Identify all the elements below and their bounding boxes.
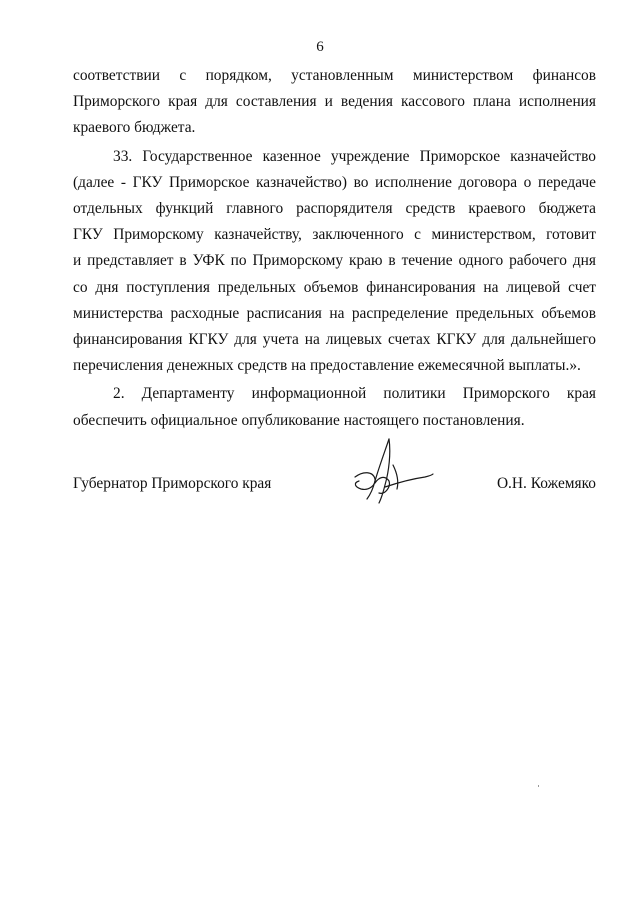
scan-artifact — [538, 785, 539, 787]
signature-block — [73, 471, 596, 511]
paragraph-line: отдельных функций главного распорядителя средств краевого бюджета — [73, 200, 596, 218]
paragraph-line: (далее - ГКУ Приморское казначейство) во исполнение договора о передаче — [73, 173, 596, 191]
paragraph-line: финансирования КГКУ для учета на лицевых счетах КГКУ для дальнейшего — [73, 331, 596, 349]
paragraph-line: ГКУ Приморскому казначейству, заключенного с министерством, готовит — [73, 226, 596, 244]
paragraph-line: министерства расходные расписания на распределение предельных объемов — [73, 304, 596, 322]
paragraph-line: соответствии с порядком, установленным министерством финансов — [73, 67, 596, 84]
paragraph-line: и представляет в УФК по Приморскому краю в течение одного рабочего дня — [73, 252, 596, 270]
signatory-name: О.Н. Кожемяко — [496, 475, 596, 492]
paragraph-line: краевого бюджета. — [73, 119, 196, 137]
paragraph-line: обеспечить официальное опубликование настоящего постановления. — [73, 411, 525, 429]
paragraph-line: со дня поступления предельных объемов финансирования на лицевой счет — [73, 278, 596, 296]
document-body — [73, 63, 596, 434]
page-number: 6 — [316, 39, 324, 55]
paragraph-line: 2. Департаменту информационной политики Приморского края — [113, 385, 596, 403]
paragraph-line: перечисления денежных средств на предоставление ежемесячной выплаты.». — [73, 357, 581, 375]
signatory-title: Губернатор Приморского края — [73, 475, 272, 492]
paragraph-line: Приморского края для составления и ведения кассового плана исполнения — [73, 93, 596, 111]
paragraph-line: 33. Государственное казенное учреждение Приморское казначейство — [113, 147, 596, 165]
